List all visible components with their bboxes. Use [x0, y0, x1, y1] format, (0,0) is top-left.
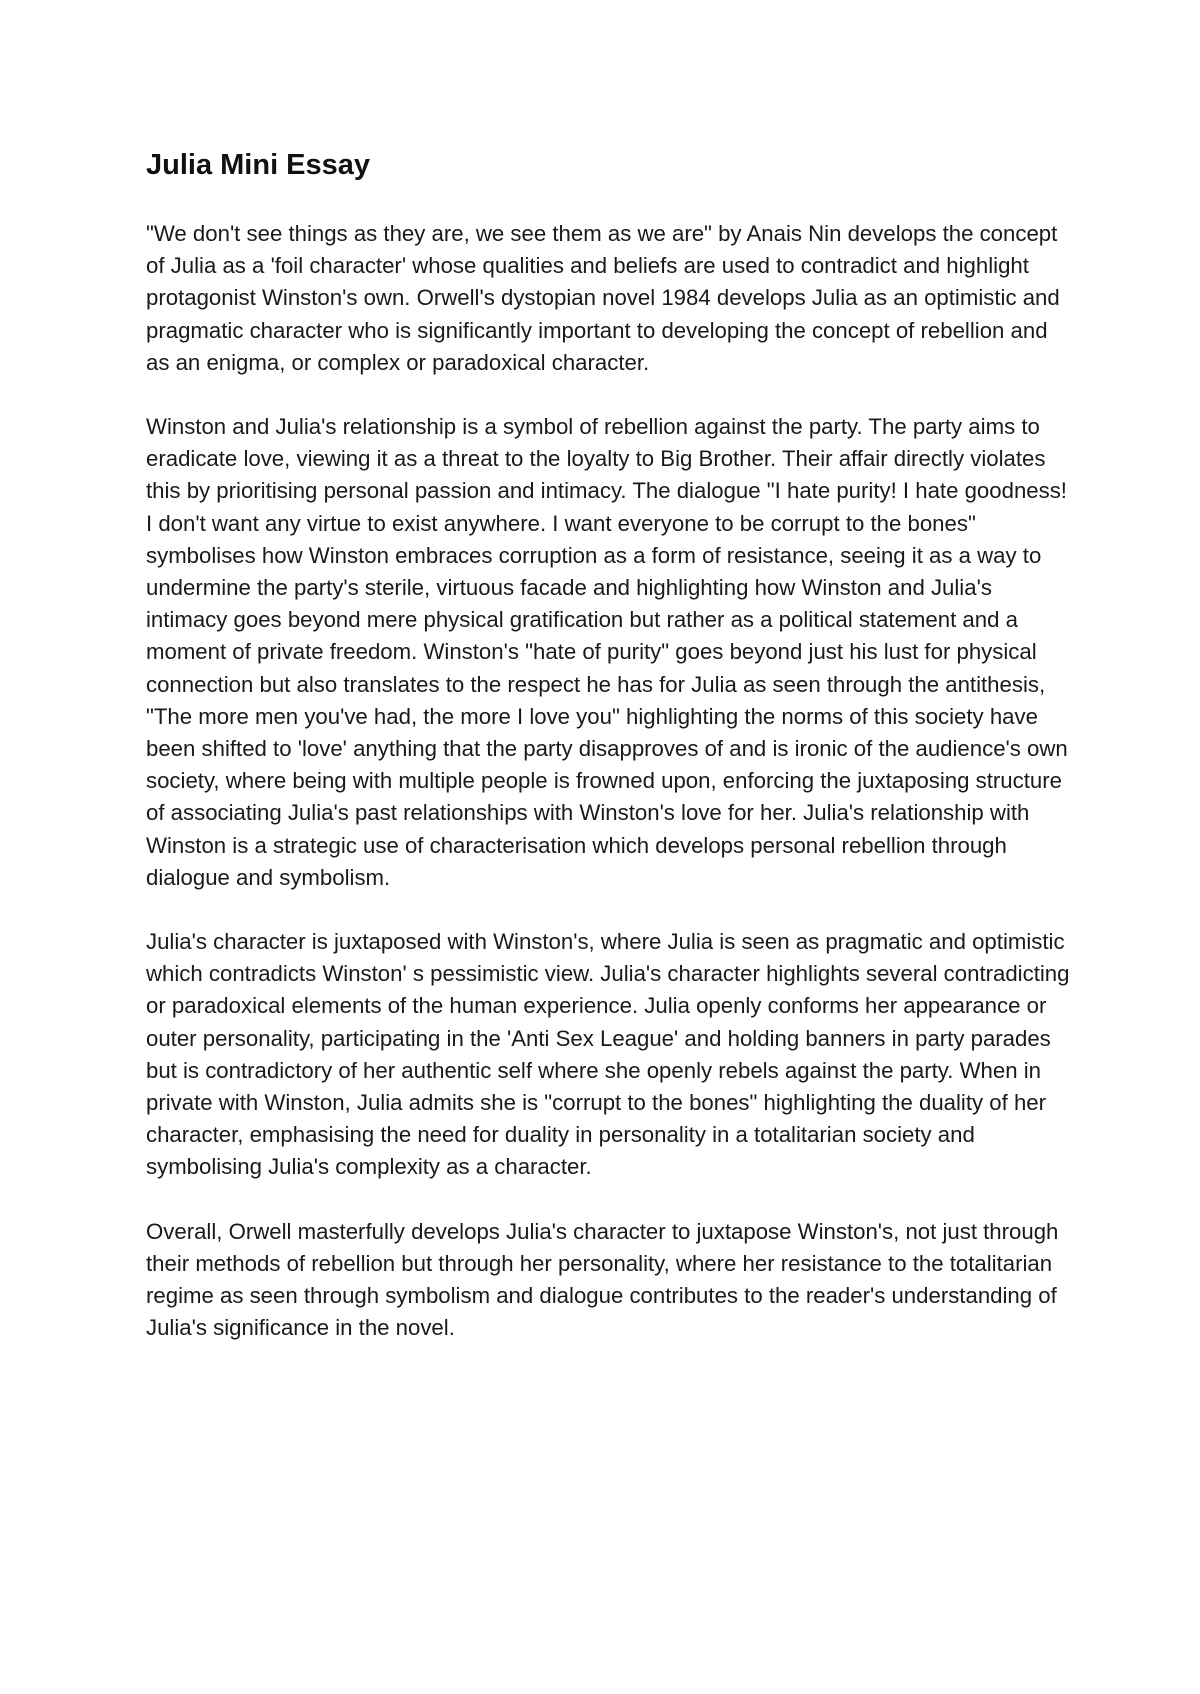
document-title: Julia Mini Essay — [146, 149, 371, 181]
paragraph-conclusion: Overall, Orwell masterfully develops Julia's character to juxtapose Winston's, not just through their methods of rebellion but through her personality, where her resistance to the totalitarian regime as seen through symbolism and dialogue contributes to the reader's understanding of Julia's significance in the novel. — [146, 1218, 1059, 1341]
paragraph-intro: "We don't see things as they are, we see them as we are" by Anais Nin develops the concept of Julia as a 'foil character' whose qualities and beliefs are used to contradict and highlight protagonist Winston's own. Orwell's dystopian novel 1984 develops Julia as an optimistic and pragmatic character who is significantly important to developing the concept of rebellion and as an enigma, or complex or paradoxical character. — [146, 221, 1060, 375]
paragraph-character: Julia's character is juxtaposed with Winston's, where Julia is seen as pragmatic and optimistic which contradicts Winston' s pessimistic view. Julia's character highlights several contradicting or paradoxical elements of the human experience. Julia openly conforms her appearance or outer personality, participating in the 'Anti Sex League' and holding banners in party parades but is contradictory of her authentic self where she openly rebels against the party. When in private with Winston, Julia admits she is "corrupt to the bones" highlighting the duality of her character, emphasising the need for duality in personality in a totalitarian society and symbolising Julia's complexity as a character. — [146, 929, 1070, 1180]
paragraph-relationship: Winston and Julia's relationship is a symbol of rebellion against the party. The party aims to eradicate love, viewing it as a threat to the loyalty to Big Brother. Their affair directly violates this by prioritising personal passion and intimacy. The dialogue "I hate purity! I hate goodness! I don't want any virtue to exist anywhere. I want everyone to be corrupt to the bones" symbolises how Winston embraces corruption as a form of resistance, seeing it as a way to undermine the party's sterile, virtuous facade and highlighting how Winston and Julia's intimacy goes beyond mere physical gratification but rather as a political statement and a moment of private freedom. Winston's "hate of purity" goes beyond just his lust for physical connection but also translates to the respect he has for Julia as seen through the antithesis, "The more men you've had, the more I love you" highlighting the norms of this society have been shifted to 'love' anything that the party disapproves of and is ironic of the audience's own society, where being with multiple people is frowned upon, enforcing the juxtaposing structure of associating Julia's past relationships with Winston's love for her. Julia's relationship with Winston is a strategic use of characterisation which develops personal rebellion through dialogue and symbolism. — [146, 414, 1068, 890]
document-body — [146, 148, 1076, 1377]
